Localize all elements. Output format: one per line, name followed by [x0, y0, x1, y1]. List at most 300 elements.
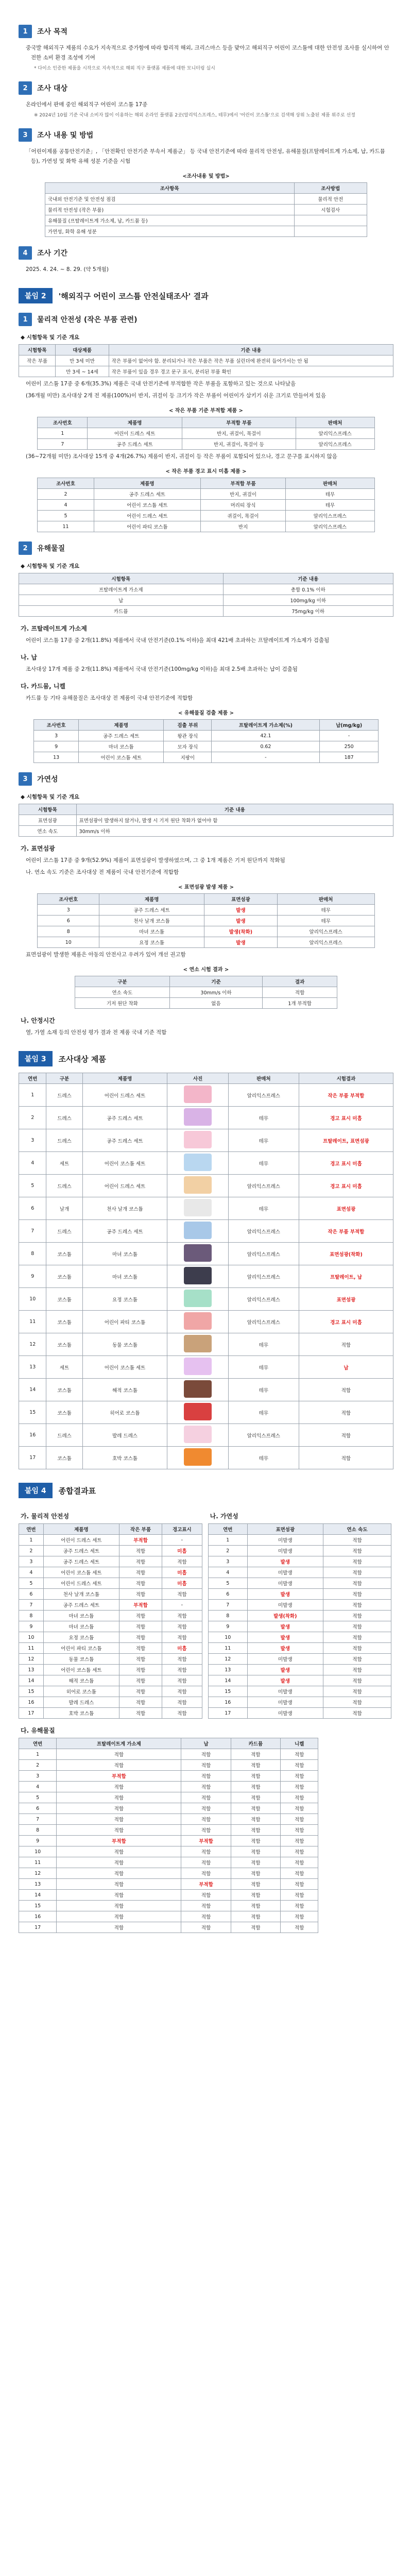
- table-cell: 적합: [323, 1600, 391, 1611]
- table-cell: 연소 속도: [75, 987, 169, 998]
- table-cell: 적합: [119, 1589, 162, 1600]
- product-row: [19, 1084, 393, 1107]
- table-row: [38, 511, 374, 521]
- table-cell: 적합: [323, 1535, 391, 1546]
- table-cell: 부적합: [57, 1771, 181, 1782]
- table-cell: 발생(착화): [247, 1611, 323, 1621]
- product-photo: [184, 1222, 212, 1239]
- table-cell: 4: [19, 1152, 46, 1175]
- table-cell: 적합: [181, 1760, 231, 1771]
- table-cell: -: [212, 752, 320, 763]
- table-cell: 16: [19, 1697, 44, 1708]
- table-cell: 적합: [119, 1546, 162, 1556]
- table-cell: 17: [19, 1447, 46, 1469]
- table-cell: 테무: [228, 1152, 299, 1175]
- table-cell: 4: [19, 1567, 44, 1578]
- table-cell: 미발생: [247, 1578, 323, 1589]
- table-cell: 3: [19, 1556, 44, 1567]
- table-header-cell: 프탈레이트계 가소제: [57, 1738, 181, 1749]
- table-cell: 6: [19, 1803, 57, 1814]
- appendix-3-header: [19, 1051, 393, 1066]
- section-method: [19, 128, 393, 142]
- table-cell: 알리익스프레스: [228, 1311, 299, 1333]
- table-cell: 어린이 코스튬 세트: [43, 1665, 119, 1675]
- table-cell: 발생: [247, 1556, 323, 1567]
- table-cell: 적합: [299, 1447, 393, 1469]
- table-row: [19, 1643, 202, 1654]
- table-cell: 테무: [277, 905, 374, 916]
- flash-text-1: 어린이 코스튬 17종 중 9개(52.9%) 제품이 표면섬광이 발생하였으며, 그 중 1개 제품은 기저 원단까지 착화됨: [26, 857, 285, 863]
- flash-text-2: 나. 연소 속도 기준은 조사대상 전 제품이 국내 안전기준에 적합함: [26, 869, 179, 875]
- table-row: [19, 1632, 202, 1643]
- table-header-cell: 프탈레이트계 가소제(%): [212, 720, 320, 731]
- table-cell: 12: [208, 1654, 247, 1665]
- table-cell: 해적 코스튬: [82, 1379, 167, 1401]
- table-cell: 적합: [162, 1665, 202, 1675]
- table-cell: 물리적 안전: [294, 194, 367, 205]
- table-cell: 경고 표시 미흡: [299, 1175, 393, 1197]
- table-row: [19, 1803, 318, 1814]
- table-cell: 테무: [228, 1401, 299, 1424]
- table-cell: 알리익스프레스: [296, 428, 374, 439]
- table-row: [19, 595, 393, 606]
- table-cell: 동물 코스튬: [82, 1333, 167, 1356]
- table-header-cell: 연번: [19, 1524, 44, 1535]
- table-row: [34, 752, 379, 763]
- table-header-cell: 연소 속도: [323, 1524, 391, 1535]
- table-row: [208, 1589, 391, 1600]
- table-cell: 적합: [281, 1760, 318, 1771]
- subsection-lead: 나. 납: [21, 654, 37, 661]
- physical-caption-1: < 작은 부품 기준 부적합 제품 >: [169, 408, 243, 414]
- table-cell: 13: [19, 1356, 46, 1379]
- table-cell: 적합: [162, 1708, 202, 1719]
- table-cell: 미흡: [162, 1567, 202, 1578]
- product-photo-cell: [167, 1288, 228, 1311]
- table-cell: 적합: [57, 1782, 181, 1792]
- target-note: ※ 2024년 10월 기준 국내 소비자 많이 이용하는 해외 온라인 플랫폼 2곳(알리익스프레스, 테무)에서 '어린이 코스튬'으로 검색해 상위 노출된 제품 위주로 선정: [34, 113, 355, 118]
- result-flammability: [19, 772, 393, 786]
- table-cell: 드레스: [46, 1220, 82, 1243]
- table-cell: -: [162, 1535, 202, 1546]
- table-cell: 6: [19, 1589, 44, 1600]
- table-cell: 적합: [231, 1749, 280, 1760]
- table-cell: 적합: [57, 1868, 181, 1879]
- product-photo: [184, 1131, 212, 1148]
- table-cell: 표면섬광: [299, 1288, 393, 1311]
- section-title: 조사 내용 및 방법: [37, 131, 94, 140]
- table-cell: 6: [19, 1197, 46, 1220]
- appendix-label: 붙임 3: [19, 1051, 53, 1066]
- table-cell: 발생: [247, 1589, 323, 1600]
- table-cell: 5: [19, 1578, 44, 1589]
- summary-flammability-title: 나. 가연성: [210, 1513, 238, 1520]
- table-cell: 적합: [57, 1792, 181, 1803]
- cadmium-text: 카드뮴 등 기타 유해물질은 조사대상 전 제품이 국내 안전기준에 적합함: [26, 695, 193, 701]
- table-cell: 적합: [281, 1825, 318, 1836]
- table-cell: 적합: [231, 1760, 280, 1771]
- table-cell: 발생: [204, 905, 278, 916]
- table-header-cell: 판매처: [277, 894, 374, 905]
- table-cell: 테무: [277, 916, 374, 926]
- table-cell: 적합: [162, 1556, 202, 1567]
- table-cell: 10: [19, 1288, 46, 1311]
- product-photo: [184, 1267, 212, 1284]
- table-header-cell: 시험항목: [19, 345, 56, 355]
- table-row: [208, 1643, 391, 1654]
- table-cell: 모자 장식: [164, 741, 212, 752]
- table-cell: 2: [19, 1760, 57, 1771]
- table-cell: 발레 드레스: [82, 1424, 167, 1447]
- table-cell: 마녀 코스튬: [82, 1265, 167, 1288]
- table-cell: 드레스: [46, 1107, 82, 1129]
- phthalate-text: 어린이 코스튬 17종 중 2개(11.8%) 제품에서 국내 안전기준(0.1% 이하)을 최대 421배 초과하는 프탈레이트계 가소제가 검출됨: [26, 637, 330, 643]
- table-cell: 코스튬: [46, 1447, 82, 1469]
- table-cell: 9: [208, 1621, 247, 1632]
- table-cell: 알리익스프레스: [296, 439, 374, 450]
- table-cell: 적합: [181, 1825, 231, 1836]
- table-cell: 어린이 코스튬 세트: [79, 752, 164, 763]
- table-row: [19, 826, 393, 837]
- flash-fail-table: [37, 893, 374, 948]
- burn-result-table: [75, 976, 337, 1009]
- product-row: [19, 1220, 393, 1243]
- table-cell: 1: [19, 1535, 44, 1546]
- table-cell: 12: [19, 1868, 57, 1879]
- table-cell: 부적합: [119, 1600, 162, 1611]
- table-header-cell: 제품명: [82, 1073, 167, 1084]
- table-header-cell: 기준 내용: [109, 345, 393, 355]
- product-photo-cell: [167, 1107, 228, 1129]
- table-cell: 3: [34, 731, 79, 741]
- table-cell: 발생: [247, 1665, 323, 1675]
- table-cell: 11: [208, 1643, 247, 1654]
- table-cell: 5: [208, 1578, 247, 1589]
- table-row: [208, 1578, 391, 1589]
- table-cell: 공주 드레스 세트: [82, 1129, 167, 1152]
- section-target: [19, 81, 393, 95]
- product-photo: [184, 1108, 212, 1126]
- table-cell: 6: [38, 916, 99, 926]
- table-cell: 발생: [247, 1643, 323, 1654]
- table-cell: 마녀 코스튬: [43, 1621, 119, 1632]
- table-cell: 작은 부품: [19, 355, 56, 366]
- table-cell: 어린이 코스튬 세트: [94, 500, 200, 511]
- table-cell: 15: [208, 1686, 247, 1697]
- table-cell: 적합: [119, 1708, 162, 1719]
- table-cell: 미발생: [247, 1654, 323, 1665]
- summary-flammability: [208, 1504, 392, 1719]
- table-cell: 알리익스프레스: [277, 926, 374, 937]
- table-cell: 1: [19, 1084, 46, 1107]
- table-cell: 미발생: [247, 1697, 323, 1708]
- table-header-cell: 납(mg/kg): [320, 720, 378, 731]
- table-row: [19, 1771, 318, 1782]
- table-cell: 공주 드레스 세트: [43, 1546, 119, 1556]
- table-cell: 적합: [181, 1911, 231, 1922]
- table-cell: 적합: [231, 1911, 280, 1922]
- table-cell: 11: [19, 1643, 44, 1654]
- table-cell: 어린이 드레스 세트: [43, 1578, 119, 1589]
- product-photo-cell: [167, 1356, 228, 1379]
- table-cell: 적합: [231, 1857, 280, 1868]
- table-cell: [294, 226, 367, 237]
- hazard-detect-table: [33, 719, 379, 763]
- table-row: [19, 1665, 202, 1675]
- table-row: [19, 1546, 202, 1556]
- table-cell: 어린이 코스튬 세트: [82, 1356, 167, 1379]
- table-cell: 적합: [231, 1814, 280, 1825]
- result-hazardous: [19, 541, 393, 555]
- product-photo-cell: [167, 1401, 228, 1424]
- table-cell: 시험검사: [294, 205, 367, 215]
- table-cell: 적합: [323, 1556, 391, 1567]
- table-cell: 코스튬: [46, 1333, 82, 1356]
- table-cell: 적합: [119, 1697, 162, 1708]
- product-row: [19, 1379, 393, 1401]
- table-header-cell: 판매처: [296, 417, 374, 428]
- method-text: 「어린이제품 공통안전기준」, 「안전확인 안전기준 부속서 제품군」 등 국내 안전기준에 따라 물리적 안전성, 유해물질(프탈레이트계 가소제, 납, 카드뮴 등), 가연성 및 화학 유해 성분 기준을 시험: [26, 148, 385, 164]
- table-cell: 적합: [299, 1379, 393, 1401]
- table-cell: 적합: [323, 1578, 391, 1589]
- table-cell: 적합: [323, 1643, 391, 1654]
- table-cell: 만 3세 ~ 14세: [56, 366, 109, 377]
- table-header-cell: 제품명: [99, 894, 204, 905]
- table-cell: 9: [19, 1621, 44, 1632]
- table-cell: 2: [19, 1107, 46, 1129]
- table-cell: 14: [19, 1890, 57, 1901]
- table-cell: 공주 드레스 세트: [82, 1220, 167, 1243]
- table-cell: 어린이 드레스 세트: [88, 428, 182, 439]
- table-cell: 가연성, 화학 유해 성분: [45, 226, 294, 237]
- table-cell: 12: [19, 1333, 46, 1356]
- table-cell: 적합: [231, 1901, 280, 1911]
- section-period: [19, 246, 393, 260]
- product-photo: [184, 1199, 212, 1216]
- table-cell: 코스튬: [46, 1265, 82, 1288]
- stability-text: 열, 가열 소재 등의 안전성 평가 결과 전 제품 국내 기준 적합: [26, 1029, 167, 1036]
- criteria-box-title: ◆ 시험항목 및 기준 개요: [21, 334, 79, 341]
- table-cell: 적합: [281, 1911, 318, 1922]
- table-cell: 적합: [57, 1749, 181, 1760]
- table-row: [19, 1621, 202, 1632]
- table-cell: 공주 드레스 세트: [94, 489, 200, 500]
- table-cell: 미발생: [247, 1708, 323, 1719]
- table-row: [19, 1792, 318, 1803]
- table-cell: 적합: [57, 1814, 181, 1825]
- product-photo-cell: [167, 1379, 228, 1401]
- table-header-cell: 카드뮴: [231, 1738, 280, 1749]
- table-cell: 15: [19, 1686, 44, 1697]
- table-cell: 적합: [162, 1686, 202, 1697]
- table-cell: 11: [19, 1857, 57, 1868]
- product-row: [19, 1175, 393, 1197]
- product-photo: [184, 1244, 212, 1262]
- table-row: [208, 1708, 391, 1719]
- table-cell: 적합: [231, 1792, 280, 1803]
- section-number: 2: [19, 81, 32, 95]
- table-cell: 어린이 드레스 세트: [94, 511, 200, 521]
- table-cell: 5: [38, 511, 94, 521]
- table-cell: 30mm/s 이하: [76, 826, 393, 837]
- table-cell: 17: [19, 1922, 57, 1933]
- table-cell: 적합: [162, 1654, 202, 1665]
- product-row: [19, 1197, 393, 1220]
- section-number: 3: [19, 128, 32, 142]
- product-row: [19, 1356, 393, 1379]
- table-row: [19, 1567, 202, 1578]
- hazard-caption: < 유해물질 검출 제품 >: [178, 710, 234, 716]
- table-row: [45, 226, 367, 237]
- table-row: [19, 1708, 202, 1719]
- physical-text-3: (36~72개월 미만) 조사대상 15개 중 4개(26.7%) 제품이 반지, 귀걸이 등 작은 부품이 포함되어 있으나, 경고 문구를 표시하지 않음: [26, 453, 337, 460]
- table-row: [19, 1890, 318, 1901]
- criteria-box-title: ◆ 시험항목 및 기준 개요: [21, 563, 79, 569]
- table-cell: 적합: [162, 1697, 202, 1708]
- section-title: 조사 목적: [37, 28, 67, 36]
- table-cell: 적합: [57, 1760, 181, 1771]
- table-cell: 알리익스프레스: [228, 1288, 299, 1311]
- table-cell: 경고 표시 미흡: [299, 1152, 393, 1175]
- table-cell: 적합: [281, 1868, 318, 1879]
- table-row: [19, 815, 393, 826]
- table-cell: 어린이 파티 코스튬: [82, 1311, 167, 1333]
- purpose-note: * 다이소 인증한 제품을 시작으로 지속적으로 해외 직구 플랫폼 제품에 대한 모니터링 실시: [34, 66, 215, 71]
- table-row: [19, 1589, 202, 1600]
- table-cell: 2: [38, 489, 94, 500]
- table-cell: 9: [19, 1265, 46, 1288]
- table-cell: 적합: [181, 1901, 231, 1911]
- table-cell: 테무: [228, 1379, 299, 1401]
- table-cell: 17: [208, 1708, 247, 1719]
- table-cell: 요정 코스튬: [99, 937, 204, 948]
- table-cell: 적합: [231, 1890, 280, 1901]
- table-cell: 11: [19, 1311, 46, 1333]
- table-cell: 부적합: [57, 1836, 181, 1846]
- table-cell: 적합: [281, 1803, 318, 1814]
- table-row: [19, 1654, 202, 1665]
- product-photo-cell: [167, 1333, 228, 1356]
- section-number: 1: [19, 313, 32, 326]
- table-row: [75, 987, 337, 998]
- table-cell: 동물 코스튬: [43, 1654, 119, 1665]
- summary-physical-title: 가. 물리적 안전성: [21, 1513, 70, 1520]
- table-row: [208, 1611, 391, 1621]
- table-row: [34, 741, 379, 752]
- table-cell: 어린이 드레스 세트: [82, 1175, 167, 1197]
- table-header-cell: 연번: [19, 1073, 46, 1084]
- section-title: 물리적 안전성 (작은 부품 관련): [37, 316, 138, 324]
- table-row: [19, 1879, 318, 1890]
- table-cell: 미흡: [162, 1643, 202, 1654]
- table-cell: 마녀 코스튬: [79, 741, 164, 752]
- table-cell: 8: [19, 1825, 57, 1836]
- table-header-cell: 조사번호: [38, 894, 99, 905]
- table-cell: 없음: [169, 998, 263, 1009]
- table-cell: 적합: [281, 1749, 318, 1760]
- table-cell: 공주 드레스 세트: [99, 905, 204, 916]
- table-row: [208, 1632, 391, 1643]
- table-cell: 적합: [231, 1825, 280, 1836]
- table-header-cell: 결과: [263, 976, 337, 987]
- table-cell: 7: [19, 1220, 46, 1243]
- table-header-cell: 조사번호: [38, 417, 88, 428]
- table-cell: 42.1: [212, 731, 320, 741]
- table-header-cell: 기준: [169, 976, 263, 987]
- table-header-cell: 조사항목: [45, 183, 294, 194]
- target-text: 온라인에서 판매 중인 해외직구 어린이 코스튬 17종: [26, 101, 148, 108]
- table-cell: 드레스: [46, 1084, 82, 1107]
- product-photo: [184, 1403, 212, 1420]
- table-cell: 발생: [204, 937, 278, 948]
- table-cell: 어린이 코스튬 세트: [82, 1152, 167, 1175]
- table-cell: 만 3세 미만: [56, 355, 109, 366]
- table-cell: 알리익스프레스: [228, 1175, 299, 1197]
- flash-text-3: 표면섬광이 발생한 제품은 아동의 안전사고 우려가 있어 개선 권고함: [26, 952, 186, 958]
- table-cell: 지팡이: [164, 752, 212, 763]
- table-cell: -: [162, 1600, 202, 1611]
- table-cell: 10: [19, 1632, 44, 1643]
- table-cell: 공주 드레스 세트: [43, 1556, 119, 1567]
- table-cell: 프탈레이트, 표면섬광: [299, 1129, 393, 1152]
- table-cell: 적합: [181, 1922, 231, 1933]
- period-text: 2025. 4. 24. ~ 8. 29. (약 5개월): [26, 266, 109, 273]
- product-photo-cell: [167, 1265, 228, 1288]
- table-cell: 8: [208, 1611, 247, 1621]
- table-cell: 7: [19, 1814, 57, 1825]
- product-photo-cell: [167, 1424, 228, 1447]
- table-cell: 적합: [119, 1654, 162, 1665]
- table-cell: 적합: [162, 1632, 202, 1643]
- subsection-phthalate: 가. 프탈레이트계 가소제: [21, 625, 87, 632]
- table-row: [38, 937, 374, 948]
- table-header-cell: 제품명: [43, 1524, 119, 1535]
- table-cell: 테무: [228, 1333, 299, 1356]
- table-row: [208, 1600, 391, 1611]
- table-cell: 적합: [323, 1708, 391, 1719]
- table-cell: 작은 부품이 없어야 함. 분리되거나 작은 부품은 작은 부품 실린더에 완전히 들어가서는 안 됨: [109, 355, 393, 366]
- table-cell: 적합: [231, 1846, 280, 1857]
- table-cell: 왕관 장식: [164, 731, 212, 741]
- table-cell: 적합: [119, 1632, 162, 1643]
- table-cell: 적합: [323, 1654, 391, 1665]
- table-row: [38, 500, 374, 511]
- table-cell: 납: [19, 595, 224, 606]
- table-cell: 15: [19, 1401, 46, 1424]
- product-row: [19, 1152, 393, 1175]
- table-header-cell: 표면섬광: [247, 1524, 323, 1535]
- table-cell: 적합: [119, 1556, 162, 1567]
- table-row: [208, 1567, 391, 1578]
- table-cell: 요정 코스튬: [82, 1288, 167, 1311]
- table-cell: 반지, 귀걸이, 목걸이: [182, 428, 296, 439]
- table-cell: 코스튬: [46, 1288, 82, 1311]
- table-cell: 세트: [46, 1356, 82, 1379]
- table-cell: 납: [299, 1356, 393, 1379]
- table-cell: 작은 부품 부적합: [299, 1220, 393, 1243]
- table-cell: 14: [208, 1675, 247, 1686]
- table-cell: 총합 0.1% 이하: [223, 584, 393, 595]
- table-row: [19, 1686, 202, 1697]
- table-cell: 적합: [263, 987, 337, 998]
- table-cell: 테무: [228, 1129, 299, 1152]
- table-cell: 적합: [231, 1922, 280, 1933]
- table-row: [19, 1868, 318, 1879]
- table-row: [45, 205, 367, 215]
- table-cell: 머리띠 장식: [200, 500, 285, 511]
- section-number: 3: [19, 772, 32, 786]
- table-header-cell: 부적합 부품: [200, 478, 285, 489]
